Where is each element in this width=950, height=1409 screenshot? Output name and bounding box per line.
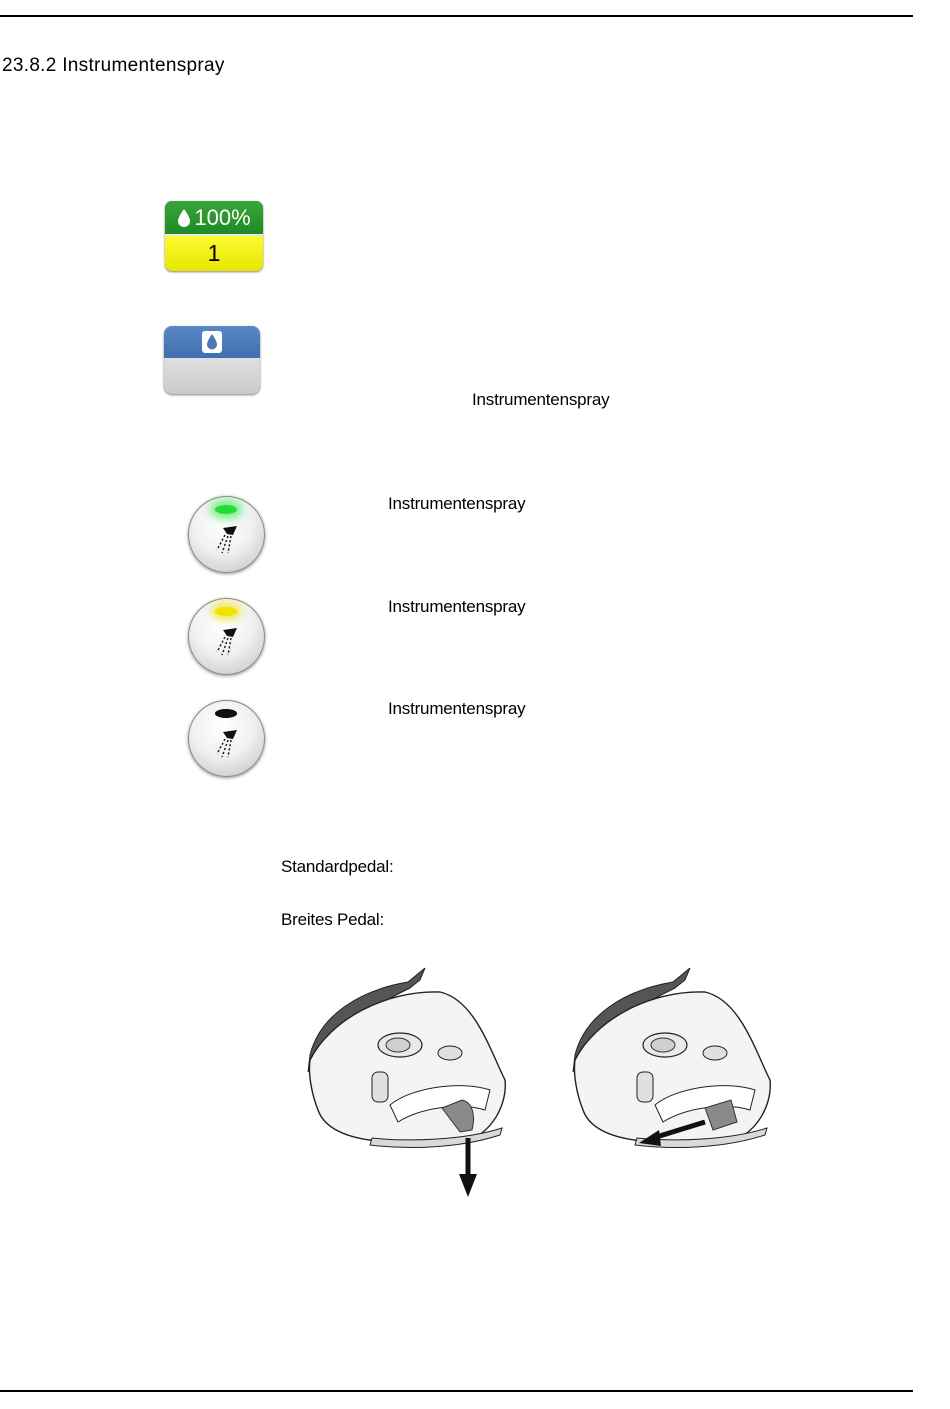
spray-preselected-label: Instrumentenspray xyxy=(388,597,526,616)
standard-pedal-illustration xyxy=(308,968,505,1197)
spray-icon xyxy=(213,730,239,758)
instrument-spray-card[interactable] xyxy=(165,201,263,271)
foot-pedal-illustrations xyxy=(290,960,790,1205)
led-off-indicator xyxy=(215,709,237,718)
spray-icon xyxy=(213,526,239,554)
spray-card-label: Instrumentenspray xyxy=(472,390,610,409)
section-heading: 23.8.2 Instrumentenspray xyxy=(2,55,225,76)
spray-percent-area xyxy=(165,201,263,236)
spray-card-top xyxy=(164,326,260,360)
led-green-indicator xyxy=(215,505,237,514)
spray-on-label: Instrumentenspray xyxy=(388,494,526,513)
header-rule xyxy=(0,15,913,17)
spray-percent: 100% xyxy=(194,204,251,230)
spray-button-preselected[interactable] xyxy=(188,598,265,675)
spray-button-off[interactable] xyxy=(188,700,265,777)
footer-rule xyxy=(0,1390,913,1392)
instrument-number: 1 xyxy=(207,240,221,266)
water-drop-icon xyxy=(177,208,191,228)
wide-pedal-label: Breites Pedal: xyxy=(281,910,385,929)
spray-card-bottom xyxy=(164,360,260,394)
spray-button-on[interactable] xyxy=(188,496,265,573)
water-drop-icon xyxy=(201,330,223,354)
spray-toggle-card[interactable] xyxy=(164,326,260,394)
wide-pedal-illustration xyxy=(573,968,770,1148)
spray-off-label: Instrumentenspray xyxy=(388,699,526,718)
instrument-number-area xyxy=(165,236,263,271)
standard-pedal-label: Standardpedal: xyxy=(281,857,394,876)
spray-icon xyxy=(213,628,239,656)
led-yellow-indicator xyxy=(215,607,237,616)
